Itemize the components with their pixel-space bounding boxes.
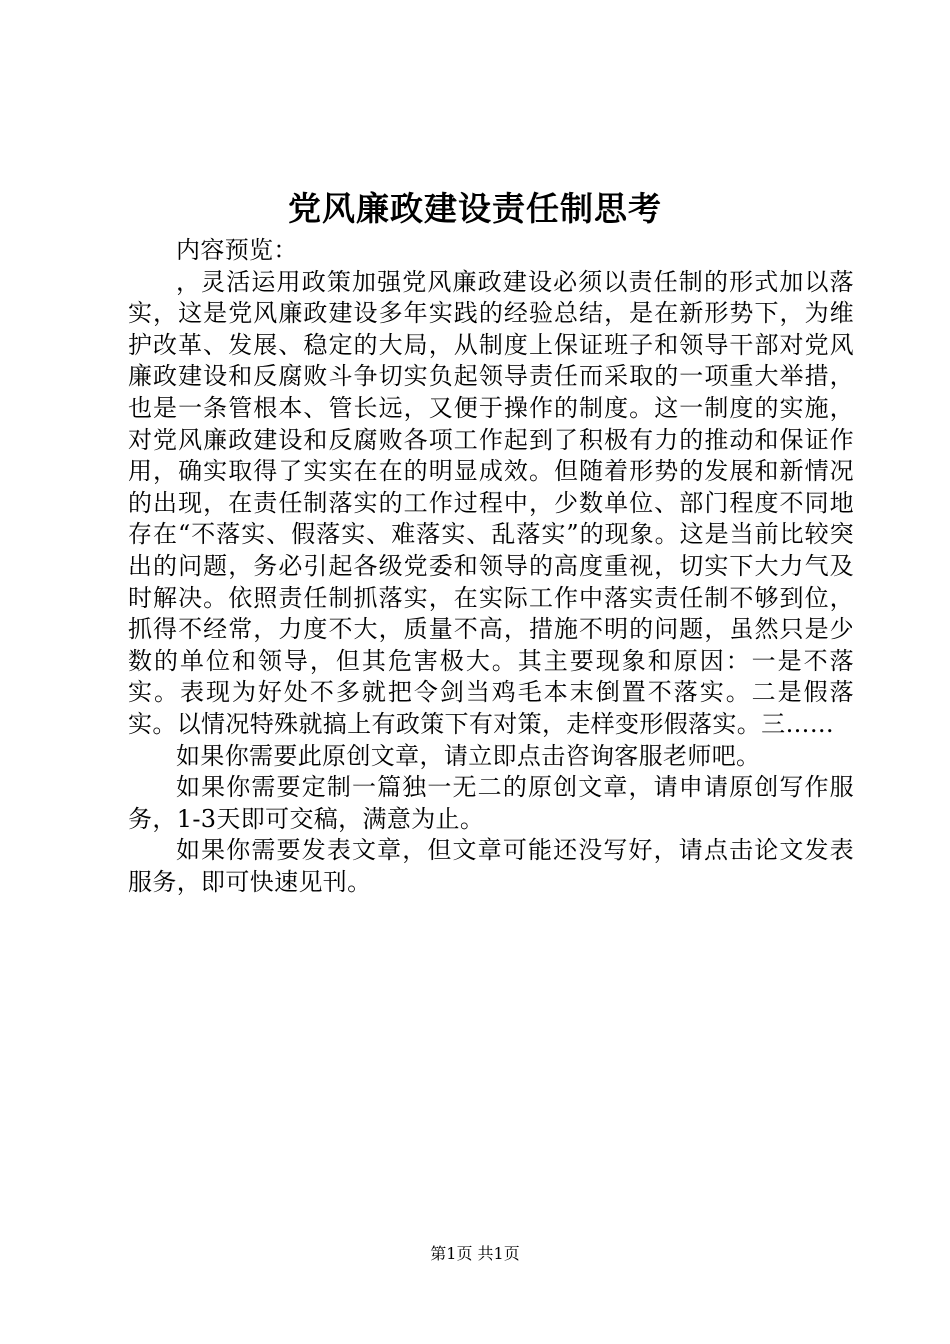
paragraph-main: ，灵活运用政策加强党风廉政建设必须以责任制的形式加以落实，这是党风廉政建设多年实践的经验总结，是在新形势下，为维护改革、发展、稳定的大局，从制度上保证班子和领导干部对党风廉政建设和反腐败斗争切实负起领导责任而采取的一项重大举措，也是一条管根本、管长远，又便于操作的制度。这一制度的实施，对党风廉政建设和反腐败各项工作起到了积极有力的推动和保证作用，确实取得了实实在在的明显成效。但随着形势的发展和新情况的出现，在责任制落实的工作过程中，少数单位、部门程度不同地存在“不落实、假落实、难落实、乱落实”的现象。这是当前比较突出的问题，务必引起各级党委和领导的高度重视，切实下大力气及时解决。依照责任制抓落实，在实际工作中落实责任制不够到位，抓得不经常，力度不大，质量不高，措施不明的问题，虽然只是少数的单位和领导，但其危害极大。其主要现象和原因：一是不落实。表现为好处不多就把令剑当鸡毛本末倒置不落实。二是假落实。以情况特殊就搞上有政策下有对策，走样变形假落实。三…… [128,267,854,738]
paragraph-consult: 如果你需要此原创文章，请立即点击咨询客服老师吧。 [176,741,761,770]
page-footer: 第1页 共1页 [430,1244,520,1263]
document-body [128,235,854,898]
paragraph-publishing: 如果你需要发表文章，但文章可能还没写好，请点击论文发表服务，即可快速见刊。 [128,836,854,896]
preview-label: 内容预览： [176,236,298,264]
document-title: 党风廉政建设责任制思考 [288,189,662,228]
paragraph-custom-writing: 如果你需要定制一篇独一无二的原创文章，请申请原创写作服务，1-3天即可交稿，满意为止。 [128,773,854,833]
